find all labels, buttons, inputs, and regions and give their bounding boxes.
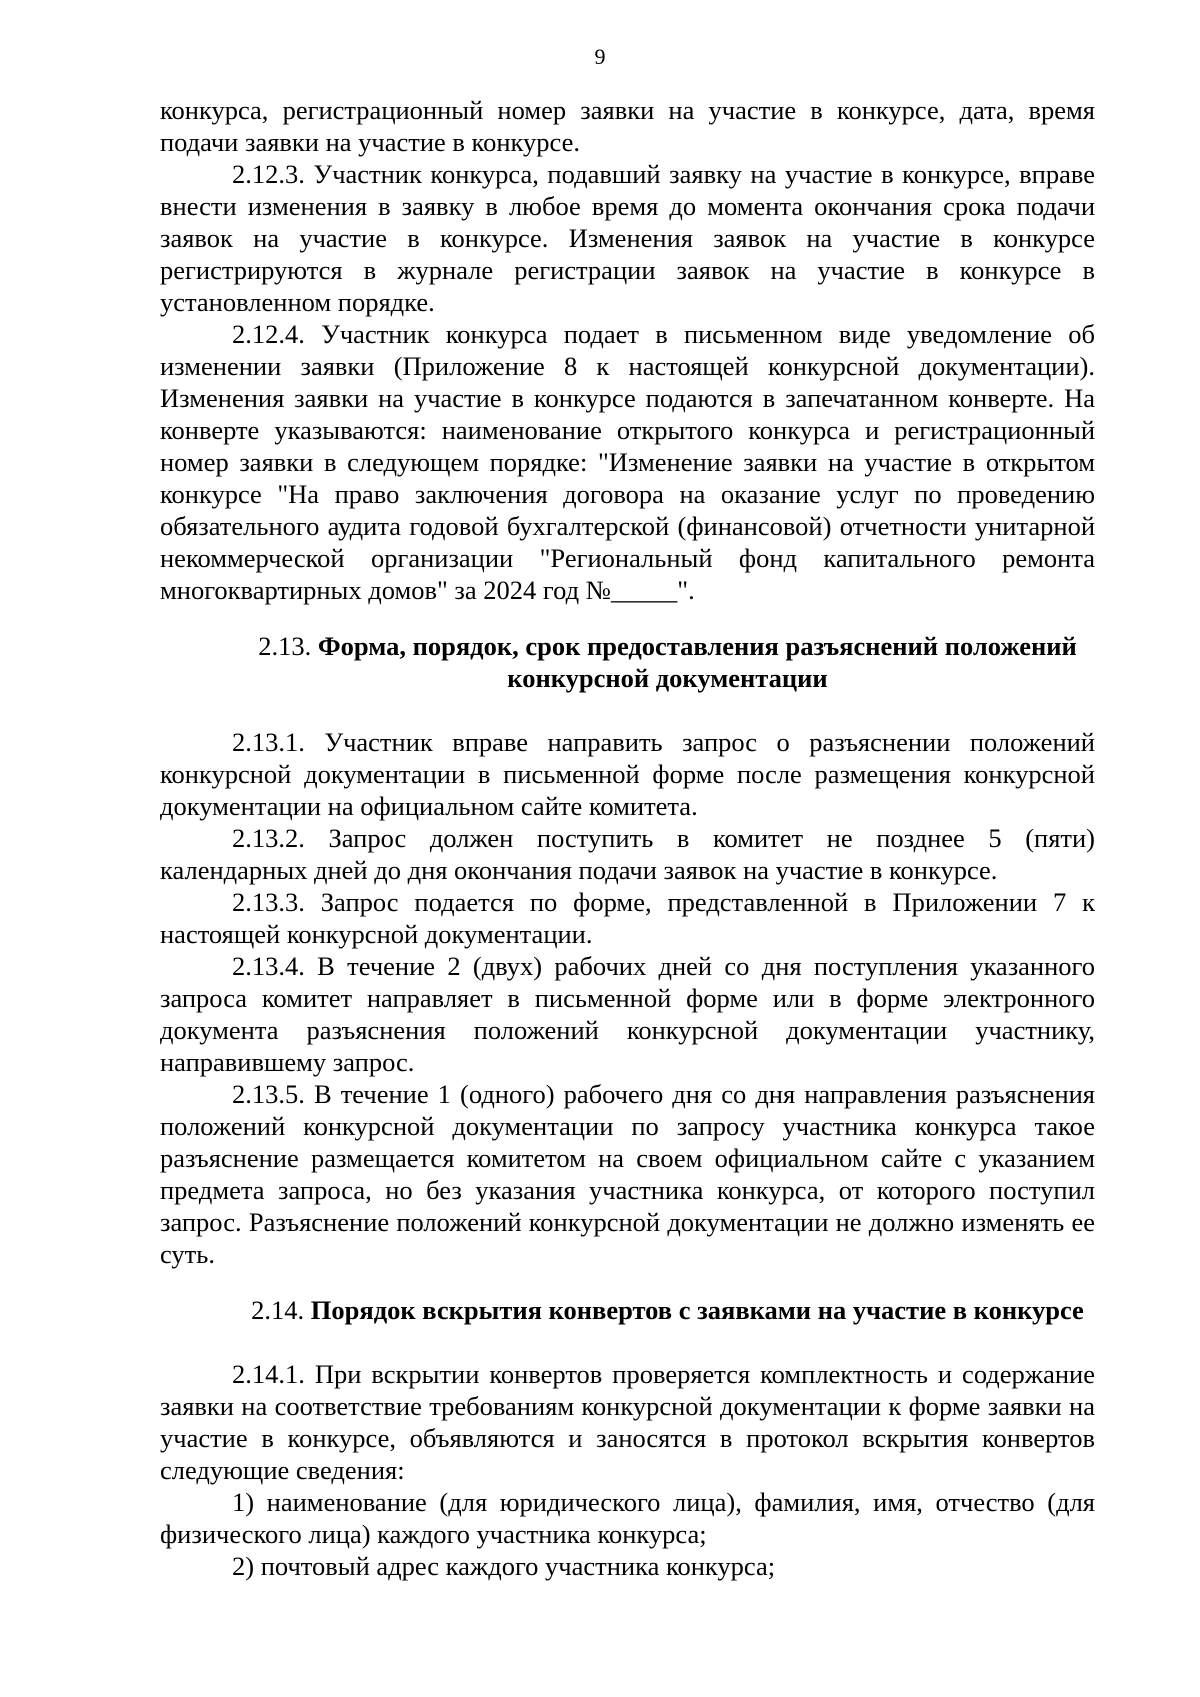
section-number: 2.14. bbox=[251, 1295, 305, 1325]
paragraph-2-12-3: 2.12.3. Участник конкурса, подавший заявку на участие в конкурсе, вправе внести изменения в заявку в любое время до момента окончания срока подачи заявок на участие в конкурсе. Изменения заявок на участие в конкурсе регистрируются в журнале регистрации заявок на участие в конкурсе в установленном порядке. bbox=[160, 159, 1095, 317]
paragraph-2-13-3: 2.13.3. Запрос подается по форме, представленной в Приложении 7 к настоящей конкурсной документации. bbox=[160, 887, 1095, 949]
paragraph-2-12-4: 2.12.4. Участник конкурса подает в письменном виде уведомление об изменении заявки (Приложение 8 к настоящей конкурсной документации). Изменения заявки на участие в конкурсе подаются в запечатанном конверте. На конверте указываются: наименование открытого конкурса и регистрационный номер заявки в следующем порядке: "Изменение заявки на участие в открытом конкурсе "На право заключения договора на оказание услуг по проведению обязательного аудита годовой бухгалтерской (финансовой) отчетности унитарной некоммерческой организации "Региональный фонд капитального ремонта многоквартирных домов" за 2024 год №_____". bbox=[160, 319, 1095, 605]
paragraph-2-13-1: 2.13.1. Участник вправе направить запрос о разъяснении положений конкурсной документации в письменной форме после размещения конкурсной документации на официальном сайте комитета. bbox=[160, 727, 1095, 821]
page-content bbox=[160, 94, 1095, 1582]
paragraph-continuation: конкурса, регистрационный номер заявки на участие в конкурсе, дата, время подачи заявки на участие в конкурсе. bbox=[160, 95, 1095, 157]
section-heading-2-13 bbox=[160, 630, 1095, 694]
section-heading-2-14 bbox=[160, 1294, 1095, 1326]
section-number: 2.13. bbox=[258, 631, 312, 661]
paragraph-2-13-5: 2.13.5. В течение 1 (одного) рабочего дня со дня направления разъяснения положений конкурсной документации по запросу участника конкурса такое разъяснение размещается комитетом на своем официальном сайте с указанием предмета запроса, но без указания участника конкурса, от которого поступил запрос. Разъяснение положений конкурсной документации не должно изменять ее суть. bbox=[160, 1079, 1095, 1269]
paragraph-2-13-2: 2.13.2. Запрос должен поступить в комитет не позднее 5 (пяти) календарных дней до дня окончания подачи заявок на участие в конкурсе. bbox=[160, 823, 1095, 885]
page-number: 9 bbox=[594, 44, 606, 69]
section-title: Порядок вскрытия конвертов с заявками на участие в конкурсе bbox=[310, 1295, 1084, 1325]
list-item: 1) наименование (для юридического лица), фамилия, имя, отчество (для физического лица) каждого участника конкурса; bbox=[160, 1487, 1095, 1549]
list-item: 2) почтовый адрес каждого участника конкурса; bbox=[232, 1551, 776, 1581]
paragraph-2-13-4: 2.13.4. В течение 2 (двух) рабочих дней со дня поступления указанного запроса комитет направляет в письменной форме или в форме электронного документа разъяснения положений конкурсной документации участнику, направившему запрос. bbox=[160, 951, 1095, 1077]
section-title: Форма, порядок, срок предоставления разъяснений положений конкурсной документации bbox=[317, 631, 1077, 693]
paragraph-2-14-1: 2.14.1. При вскрытии конвертов проверяется комплектность и содержание заявки на соответствие требованиям конкурсной документации к форме заявки на участие в конкурсе, объявляются и заносятся в протокол вскрытия конвертов следующие сведения: bbox=[160, 1359, 1095, 1485]
